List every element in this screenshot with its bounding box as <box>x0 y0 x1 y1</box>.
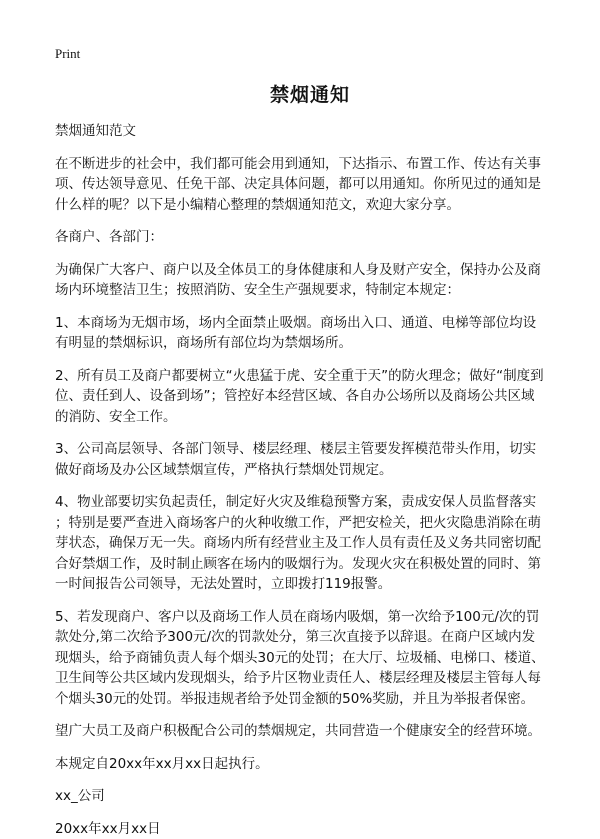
paragraph <box>55 492 585 595</box>
text-line: 合好禁烟工作，及时制止顾客在场内的吸烟行为。发现火灾在积极处置的同时、第 <box>55 554 585 575</box>
text-line: 芽状态，确保万无一失。商场内所有经营业主及工作人员有责任及义务共同密切配 <box>55 533 585 554</box>
text-line: 款处分,第二次给予300元/次的罚款处分，第三次直接予以辞退。在商户区域内发 <box>55 627 585 648</box>
text-line: ；特别是要严查进入商场客户的火种收缴工作，严把安检关，把火灾隐患消除在萌 <box>55 513 585 534</box>
text-line: 20xx年xx月xx日 <box>55 819 585 839</box>
text-line: 一时间报告公司领导，无法处置时，立即拨打119报警。 <box>55 574 585 595</box>
paragraph <box>55 227 585 248</box>
text-line: 现烟头，给予商铺负责人每个烟头30元的处罚；在大厅、垃圾桶、电梯口、楼道、 <box>55 648 585 669</box>
paragraph <box>55 754 585 775</box>
paragraph <box>55 721 585 742</box>
text-line: 4、物业部要切实负起责任，制定好火灾及维稳预警方案，责成安保人员监督落实 <box>55 492 585 513</box>
text-line: 项、传达领导意见、任免干部、决定具体问题，都可以用通知。你所见过的通知是 <box>55 174 585 195</box>
paragraph <box>55 819 585 839</box>
paragraph <box>55 439 585 480</box>
text-line: 1、本商场为无烟市场，场内全面禁止吸烟。商场出入口、通道、电梯等部位均设 <box>55 313 585 334</box>
paragraph <box>55 607 585 710</box>
text-line: 3、公司高层领导、各部门领导、楼层经理、楼层主管要发挥模范带头作用，切实 <box>55 439 585 460</box>
paragraph <box>55 313 585 354</box>
text-line: xx_公司 <box>55 786 585 807</box>
text-line: 场内环境整洁卫生；按照消防、安全生产强规要求，特制定本规定： <box>55 280 585 301</box>
text-line: 有明显的禁烟标识，商场所有部位均为禁烟场所。 <box>55 333 585 354</box>
text-line: 禁烟通知范文 <box>55 121 585 142</box>
paragraph <box>55 154 585 216</box>
text-line: 本规定自20xx年xx月xx日起执行。 <box>55 754 585 775</box>
paragraph <box>55 786 585 807</box>
text-line: 什么样的呢？以下是小编精心整理的禁烟通知范文，欢迎大家分享。 <box>55 195 585 216</box>
text-line: 5、若发现商户、客户以及商场工作人员在商场内吸烟，第一次给予100元/次的罚 <box>55 607 585 628</box>
text-line: 的消防、安全工作。 <box>55 407 585 428</box>
text-line: 个烟头30元的处罚。举报违规者给予处罚金额的50%奖励，并且为举报者保密。 <box>55 689 585 710</box>
document-title: 禁烟通知 <box>55 80 585 107</box>
text-line: 做好商场及办公区域禁烟宣传，严格执行禁烟处罚规定。 <box>55 460 585 481</box>
text-line: 卫生间等公共区域内发现烟头，给予片区物业责任人、楼层经理及楼层主管每人每 <box>55 668 585 689</box>
text-line: 位、责任到人、设备到场”；管控好本经营区域、各自办公场所以及商场公共区域 <box>55 386 585 407</box>
text-line: 各商户、各部门： <box>55 227 585 248</box>
paragraph <box>55 121 585 142</box>
text-line: 在不断进步的社会中，我们都可能会用到通知，下达指示、布置工作、传达有关事 <box>55 154 585 175</box>
text-line: 为确保广大客户、商户以及全体员工的身体健康和人身及财产安全，保持办公及商 <box>55 260 585 281</box>
document-body <box>55 121 585 839</box>
text-line: 2、所有员工及商户都要树立“火患猛于虎、安全重于天”的防火理念；做好“制度到 <box>55 366 585 387</box>
text-line: 望广大员工及商户积极配合公司的禁烟规定，共同营造一个健康安全的经营环境。 <box>55 721 585 742</box>
paragraph <box>55 366 585 428</box>
print-link[interactable]: Print <box>55 46 585 62</box>
paragraph <box>55 260 585 301</box>
